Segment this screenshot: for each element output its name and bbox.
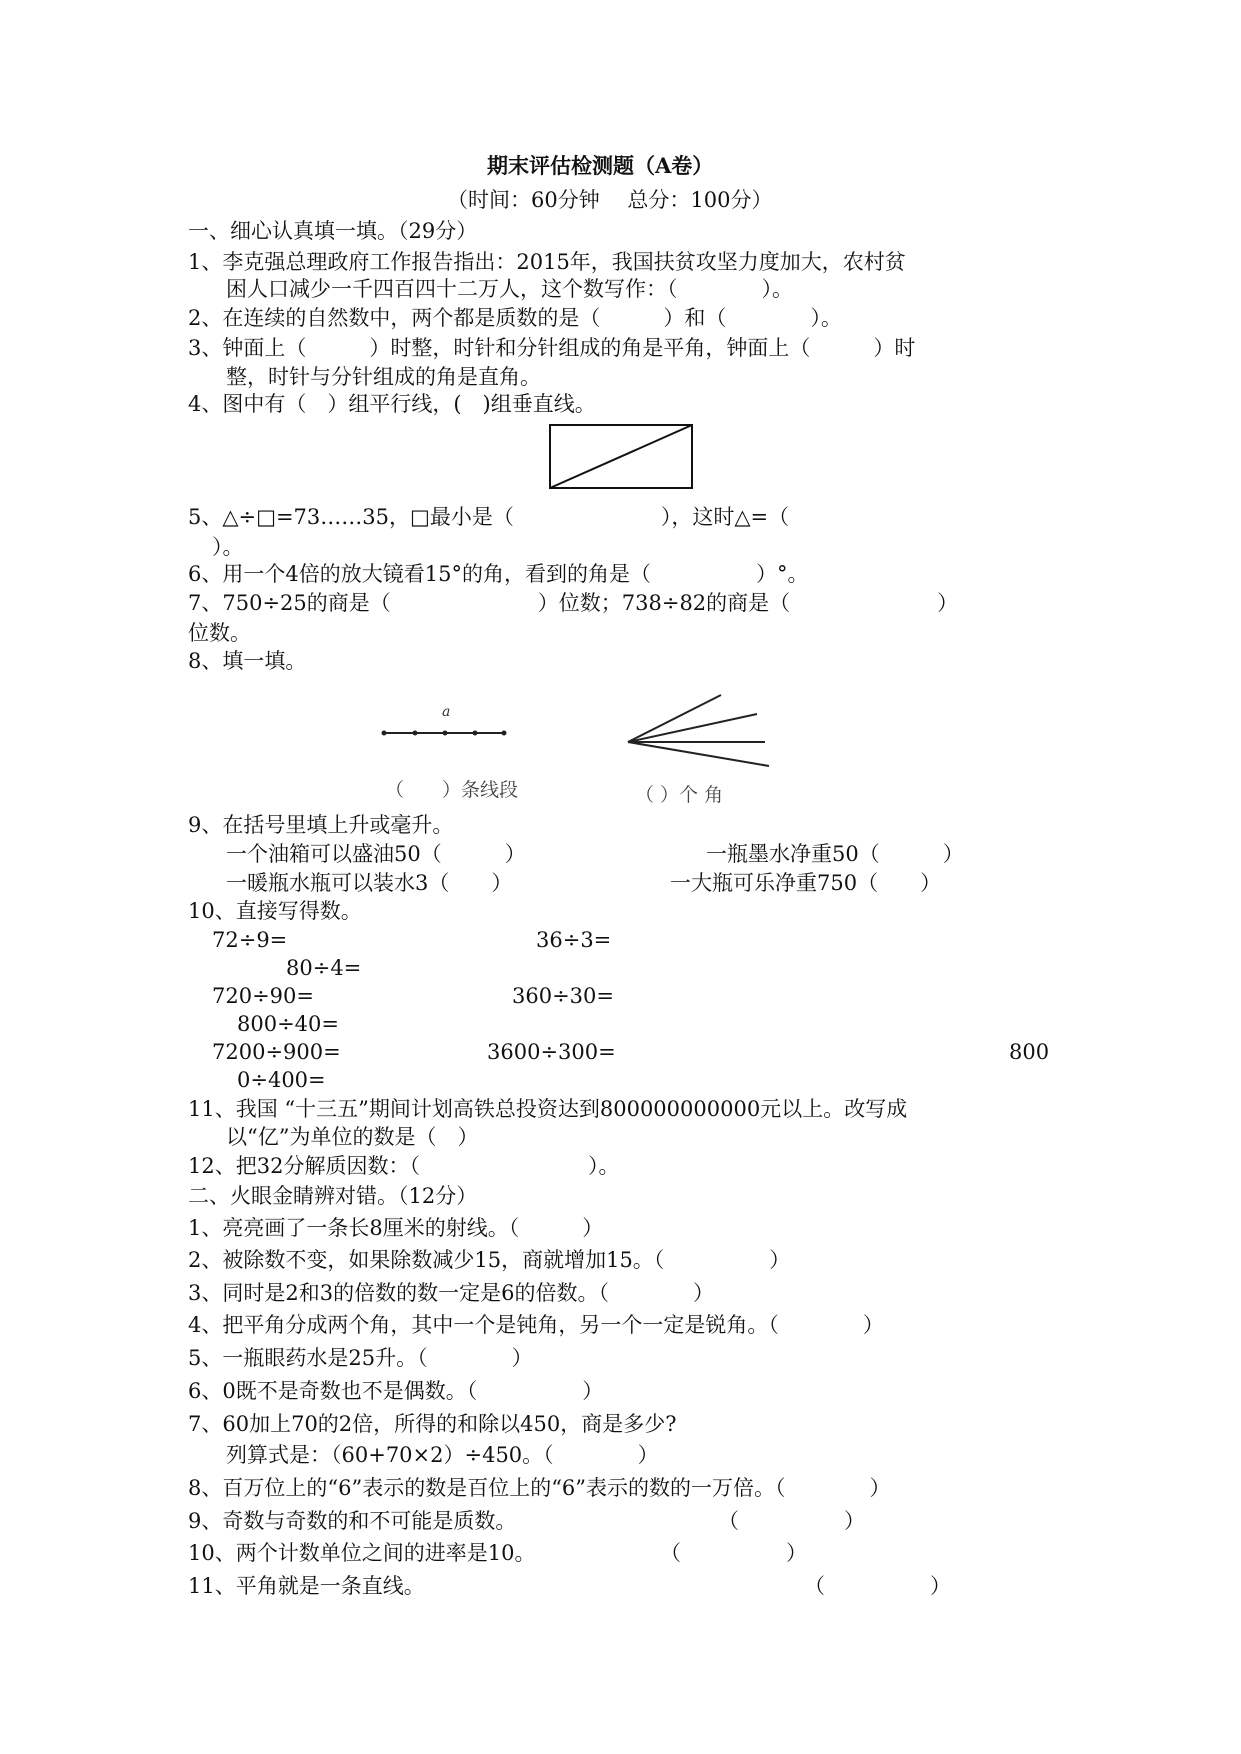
question-7-line2: 位数。 — [188, 621, 251, 645]
segment-point — [443, 731, 448, 736]
judge-item: 11、平角就是一条直线。 — [188, 1574, 425, 1598]
segment-point — [502, 731, 507, 736]
question-9-item-c: 一暖瓶水瓶可以装水3（ ） — [226, 871, 513, 895]
segment-count-label: （ ）条线段 — [385, 779, 519, 801]
angle-ray — [628, 695, 721, 742]
judge-item: 7、60加上70的2倍，所得的和除以450，商是多少? — [188, 1412, 677, 1436]
judge-item: 4、把平角分成两个角，其中一个是钝角，另一个一定是锐角。（ ） — [188, 1313, 884, 1337]
section1-heading: 一、细心认真填一填。（29分） — [188, 219, 478, 243]
question-4: 4、图中有（ ）组平行线，( )组垂直线。 — [188, 392, 596, 416]
question-1-line2: 困人口减少一千四百四十二万人，这个数写作：（ ）。 — [226, 277, 793, 301]
calc-item: 72÷9= — [212, 928, 288, 952]
question-2: 2、在连续的自然数中，两个都是质数的是（ ）和（ ）。 — [188, 306, 842, 330]
judge-answer-parens: （ ） — [718, 1509, 865, 1533]
segment-letter: a — [442, 704, 451, 720]
page-subtitle: （时间：60分钟 总分：100分） — [447, 188, 773, 212]
calc-item: 80÷4= — [286, 956, 362, 980]
judge-item: 8、百万位上的“6”表示的数是百位上的“6”表示的数的一万倍。（ ） — [188, 1476, 891, 1500]
calc-item: 360÷30= — [512, 984, 614, 1008]
calc-item: 800 — [1009, 1040, 1050, 1064]
line-segment-figure — [380, 700, 510, 740]
question-5-line1: 5、△÷□=73……35，□最小是（ ），这时△=（ — [188, 505, 790, 529]
angle-ray — [628, 742, 769, 766]
question-8: 8、填一填。 — [188, 649, 307, 673]
calc-item: 3600÷300= — [487, 1040, 616, 1064]
calc-item: 800÷40= — [237, 1012, 339, 1036]
question-6: 6、用一个4倍的放大镜看15°的角，看到的角是（ ）°。 — [188, 562, 809, 586]
judge-item: 9、奇数与奇数的和不可能是质数。 — [188, 1509, 517, 1533]
question-3-line1: 3、钟面上（ ）时整，时针和分针组成的角是平角，钟面上（ ）时 — [188, 336, 916, 360]
judge-answer-parens: （ ） — [804, 1574, 951, 1598]
diagonal-line — [550, 425, 692, 488]
question-1-line1: 1、李克强总理政府工作报告指出：2015年，我国扶贫攻坚力度加大，农村贫 — [188, 250, 906, 274]
question-9-item-a: 一个油箱可以盛油50（ ） — [226, 842, 526, 866]
judge-item: 1、亮亮画了一条长8厘米的射线。（ ） — [188, 1216, 604, 1240]
judge-item: 6、0既不是奇数也不是偶数。（ ） — [188, 1379, 604, 1403]
judge-answer-parens: （ ） — [660, 1541, 807, 1565]
question-7-line1: 7、750÷25的商是（ ）位数；738÷82的商是（ ） — [188, 591, 959, 615]
judge-item: 10、两个计数单位之间的进率是10。 — [188, 1541, 536, 1565]
question-9-item-d: 一大瓶可乐净重750（ ） — [670, 871, 942, 895]
calc-item: 7200÷900= — [212, 1040, 341, 1064]
judge-item: 3、同时是2和3的倍数的数一定是6的倍数。（ ） — [188, 1281, 714, 1305]
judge-item: 列算式是：（60+70×2）÷450。（ ） — [226, 1443, 659, 1467]
rectangle-diagonal-figure — [548, 423, 696, 491]
judge-item: 2、被除数不变，如果除数减少15，商就增加15。（ ） — [188, 1248, 791, 1272]
calc-item: 720÷90= — [212, 984, 314, 1008]
question-9-item-b: 一瓶墨水净重50（ ） — [706, 842, 964, 866]
angle-ray — [628, 714, 757, 742]
page-title: 期末评估检测题（A卷） — [487, 153, 714, 178]
question-3-line2: 整，时针与分针组成的角是直角。 — [226, 365, 541, 389]
question-5-line2: ）。 — [212, 535, 244, 559]
angle-count-label: （ ）个 角 — [635, 784, 724, 806]
question-11-line2: 以“亿”为单位的数是（ ） — [226, 1125, 479, 1149]
judge-item: 5、一瓶眼药水是25升。（ ） — [188, 1346, 533, 1370]
calc-item: 36÷3= — [536, 928, 612, 952]
segment-point — [473, 731, 478, 736]
section2-heading: 二、火眼金睛辨对错。（12分） — [188, 1184, 478, 1208]
question-9: 9、在括号里填上升或毫升。 — [188, 813, 454, 837]
question-10: 10、直接写得数。 — [188, 899, 362, 923]
question-12: 12、把32分解质因数：（ ）。 — [188, 1154, 620, 1178]
segment-point — [413, 731, 418, 736]
calc-item: 0÷400= — [237, 1068, 326, 1092]
segment-point — [382, 731, 387, 736]
angle-rays-figure — [625, 690, 775, 770]
question-11-line1: 11、我国 “十三五”期间计划高铁总投资达到800000000000元以上。改写成 — [188, 1097, 908, 1121]
